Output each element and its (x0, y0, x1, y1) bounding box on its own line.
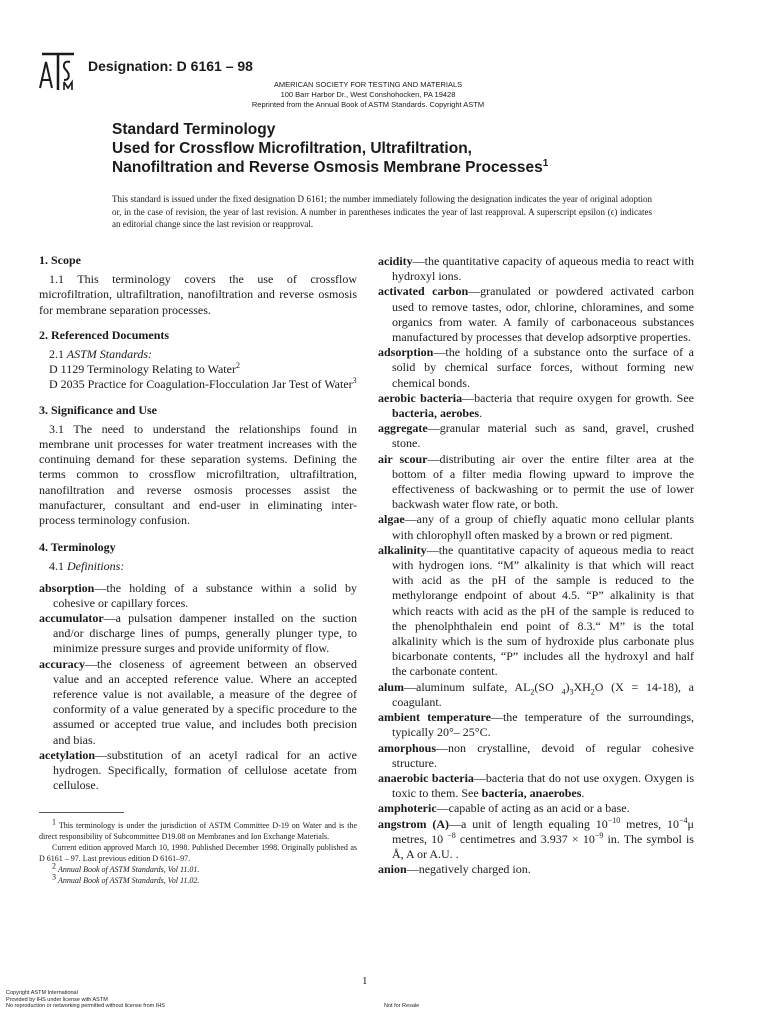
footnote-2: $^2$ Annual Book of ASTM Standards, Vol 11.01. (52, 861, 200, 874)
scope-text: 1.1 This terminology covers the use of crossflow microfiltration, ultrafiltration, nanofiltration and reverse osmosis for membrane separation processes. (39, 272, 357, 317)
definition-entry: air scour—distributing air over the entire filter area at the bottom of a filter media flowing upward to improve the effectiveness of backwashing or to permit the use of lower backwash water flow rate, or both. (378, 451, 694, 512)
intro-paragraph: This standard is issued under the fixed designation D 6161; the number immediately following the designation indicates the year of original adoption or, in the case of revision, the year of last revision. A number in parentheses indicates the year of last reapproval. A superscript epsilon (ϵ) indicates an editorial change since the last revision or reapproval. (112, 194, 652, 229)
reference-item: D 2035 Practice for Coagulation-Flocculation Jar Test of Water$^3$ (49, 376, 357, 392)
definition-entry: algae—any of a group of chiefly aquatic mono cellular plants with chlorophyll often masked by a brown or red pigment. (378, 512, 694, 542)
section-heading: 3. Significance and Use (39, 402, 158, 417)
reference-item: D 1129 Terminology Relating to Water$^2$ (49, 361, 240, 377)
title-line-1: Standard Terminology (112, 121, 276, 138)
designation: Designation: D 6161 – 98 (88, 58, 253, 74)
astm-logo (36, 50, 80, 92)
title-line-3: Nanofiltration and Reverse Osmosis Membrane Processes$^1$ (112, 157, 549, 176)
footnote-1-edition: Current edition approved March 10, 1998. Published December 1998. Originally published as D 6161 – 97. Last previous edition D 6161–97. (39, 843, 357, 863)
definition-entry: anaerobic bacteria—bacteria that do not use oxygen. Oxygen is toxic to them. See bacteria, anaerobes. (378, 770, 694, 801)
society-name: AMERICAN SOCIETY FOR TESTING AND MATERIALS (273, 80, 463, 89)
definition-entry: amorphous—non crystalline, devoid of regular cohesive structure. (378, 740, 694, 770)
referenced-subheading: 2.1 ASTM Standards: (49, 347, 153, 362)
definitions-subheading: 4.1 Definitions: (49, 559, 125, 574)
definition-entry: aggregate—granular material such as sand, gravel, crushed stone. (378, 421, 694, 451)
society-address: 100 Barr Harbor Dr., West Conshohocken, PA 19428 (280, 90, 456, 99)
reproduction-line: No reproduction or networking permitted without license from IHS (6, 1003, 165, 1009)
definition-entry: anion—negatively charged ion. (378, 862, 531, 877)
license-line: Provided by IHS under license with ASTM (6, 996, 108, 1003)
definition-entry: adsorption—the holding of a substance onto the surface of a solid by chemical surface forces, without forming new chemical bonds. (378, 345, 694, 390)
significance-text: 3.1 The need to understand the relationships found in membrane unit processes for water treatment increases with the continuing demand for these separation systems. Defining the terms common to crossflow microfiltration, ultrafiltration, nanofiltration and reverse osmosis processes assist the manufacturer, consultant and end-user in eliminating inter-process terminology confusion. (39, 421, 357, 528)
definition-entry: accuracy—the closeness of agreement between an observed value and an accepted reference value. Where an accepted reference value is not available, a measure of the degree of conformity of a value generated by a specific procedure to the assumed or accepted true value, and includes both precision and bias. (39, 656, 357, 747)
page-number: 1 (362, 975, 368, 987)
definition-entry: ambient temperature—the temperature of the surroundings, typically 20°– 25°C. (378, 710, 695, 740)
reprint-note: Reprinted from the Annual Book of ASTM Standards. Copyright ASTM (251, 100, 485, 109)
definition-entry: alum—aluminum sulfate, $AL_2(SO$ $_4)_3XH_2O$ (X = 14-18), a coagulant. (378, 679, 695, 709)
left-column (39, 253, 357, 794)
title-footnote-mark: 1 (542, 157, 549, 169)
definition-entry: acetylation—substitution of an acetyl radical for an active hydrogen. Specifically, formation of cellulose acetate from cellulose. (39, 747, 357, 793)
definition-entry: aerobic bacteria—bacteria that require oxygen for growth. See bacteria, aerobes. (378, 390, 694, 421)
definition-entry: activated carbon—granulated or powdered activated carbon used to remove tastes, odor, chlorine, chloramines, and some organics from water. A family of carbonaceous substances manufactured by processes that develop adsorptive properties. (378, 284, 694, 345)
definition-entry: acidity—the quantitative capacity of aqueous media to react with hydroxyl ions. (378, 254, 694, 284)
footnote-divider (39, 812, 124, 813)
footnote-1: $^1$ This terminology is under the jurisdiction of ASTM Committee D-19 on Water and is the direct responsibility of Subcommittee D19.08 on Membranes and Ion Exchange Materials. (39, 817, 358, 841)
right-column (378, 254, 694, 877)
definition-entry: amphoteric—capable of acting as an acid or a base. (378, 801, 630, 816)
not-for-resale: Not for Resale (384, 1003, 420, 1009)
footnotes (39, 817, 358, 886)
title-line-2: Used for Crossflow Microfiltration, Ultrafiltration, (112, 140, 472, 157)
definition-entry: accumulator—a pulsation dampener installed on the suction and/or discharge lines of pumps, generally plunger type, to minimize pressure surges and provide uniformity of flow. (39, 611, 357, 656)
copyright-notice (6, 990, 165, 1010)
society-info (200, 80, 536, 110)
footnote-3: $^3$ Annual Book of ASTM Standards, Vol 11.02. (52, 872, 200, 885)
section-heading: 2. Referenced Documents (39, 327, 170, 342)
section-heading: 4. Terminology (39, 540, 116, 555)
definition-entry: angstrom (A)—a unit of length equaling $10^{-10}$ metres, $10^{-4}\mu$ metres, 10 $^{-8}$ centimetres and $3.937 \times 10^{-9}$ in. The symbol is Å, A or A.U. . (378, 815, 694, 861)
definition-entry: alkalinity—the quantitative capacity of aqueous media to react with hydrogen ions. “M” alkalinity is that which will react with acid as the pH of the sample is reduced to the methylorange endpoint of about 4.5. “P” alkalinity is that which reacts with acid as the pH of the sample is reduced to the phenolphthalein end point of 8.3.“ M” is the total alkalinity which is the sum of hydroxide plus carbonate plus bicarbonate contents, “P” includes all the hydroxyl and half the carbonate content. (378, 542, 694, 679)
copyright-line: Copyright ASTM International (6, 990, 78, 996)
section-heading: 1. Scope (39, 253, 81, 267)
document-title (112, 120, 672, 177)
definition-entry: absorption—the holding of a substance within a solid by cohesive or capillary forces. (39, 580, 357, 610)
